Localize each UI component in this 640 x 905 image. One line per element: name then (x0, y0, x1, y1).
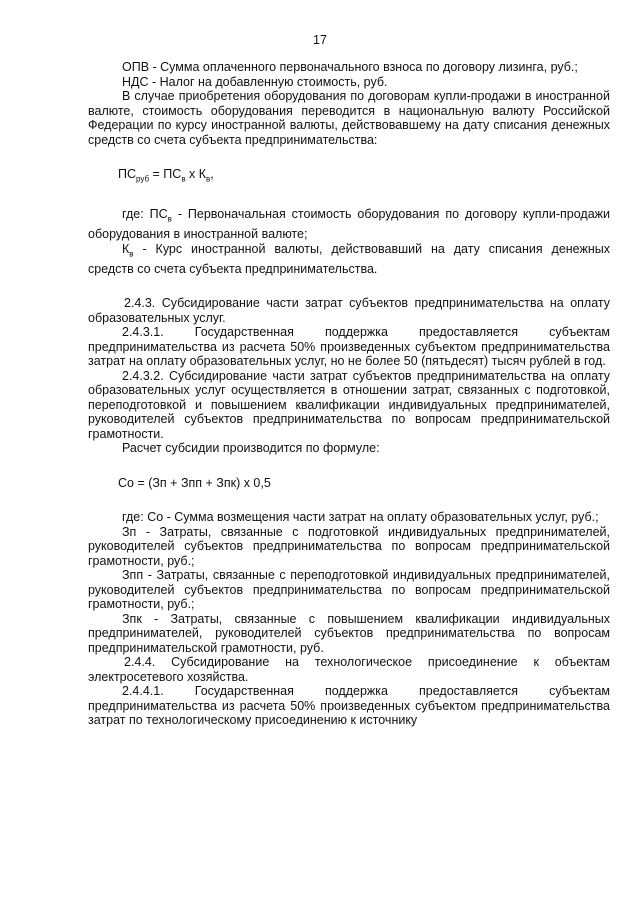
paragraph-nds: НДС - Налог на добавленную стоимость, руб. (122, 74, 388, 89)
paragraph-2-4-4-1: 2.4.4.1. Государственная поддержка предоставляется субъектам предпринимательства из расчета 50% произведенных субъектом предпринимательства затрат по технологическому присоединению к источнику (88, 684, 610, 727)
section-2-4-3: 2.4.3. Субсидирование части затрат субъектов предпринимательства на оплату образовательных услуг. (88, 296, 610, 325)
paragraph-zpp-definition: Зпп - Затраты, связанные с переподготовкой индивидуальных предпринимателей, руководителей субъектов предпринимательства по вопросам предпринимательской грамотности, руб.; (88, 568, 610, 611)
paragraph-foreign-currency: В случае приобретения оборудования по договорам купли-продажи в иностранной валюте, стоимость оборудования переводится в национальную валюту Российской Федерации по курсу иностранной валюты, действовавшему на дату списания денежных средств со счета субъекта предпринимательства: (88, 89, 610, 147)
paragraph-2-4-3-1: 2.4.3.1. Государственная поддержка предоставляется субъектам предпринимательства из расчета 50% произведенных субъектом предпринимательства затрат на оплату образовательных услуг, но не более 50 (пятьдесят) тысяч рублей в год. (88, 325, 610, 368)
paragraph-formula-intro: Расчет субсидии производится по формуле: (122, 441, 380, 455)
formula-co: Со = (Зп + Зпп + Зпк) х 0,5 (118, 475, 271, 490)
paragraph-co-definition: где: Со - Сумма возмещения части затрат на оплату образовательных услуг, руб.; (122, 510, 599, 524)
page-number: 17 (313, 33, 327, 47)
section-2-4-4: 2.4.4. Субсидирование на технологическое присоединение к объектам электросетевого хозяйства. (88, 655, 610, 684)
paragraph-opv: ОПВ - Сумма оплаченного первоначального взноса по договору лизинга, руб.; (122, 60, 578, 74)
paragraph-ps-definition: где: $ПС_в$ - Первоначальная стоимость оборудования по договору купли-продажи оборудования в иностранной валюте; (88, 207, 610, 241)
paragraph-kv-definition: $К_в$ - Курс иностранной валюты, действовавший на дату списания денежных средств со счета субъекта предпринимательства. (88, 241, 610, 276)
paragraph-zpk-definition: Зпк - Затраты, связанные с повышением квалификации индивидуальных предпринимателей, руководителей субъектов предпринимательства по вопросам предпринимательской грамотности, руб. (88, 611, 610, 655)
document-body (88, 60, 610, 728)
paragraph-zp-definition: Зп - Затраты, связанные с подготовкой индивидуальных предпринимателей, руководителей субъектов предпринимательства по вопросам предпринимательской грамотности, руб.; (88, 524, 610, 568)
paragraph-2-4-3-2: 2.4.3.2. Субсидирование части затрат субъектов предпринимательства на оплату образовательных услуг осуществляется в отношении затрат, связанных с подготовкой, переподготовкой и повышением квалификации индивидуальных предпринимателей, руководителей субъектов предпринимательства по вопросам предпринимательской грамотности. (88, 368, 610, 441)
formula-ps-rub: $ПС_{руб} = ПС_в$ х $К_в$, (118, 167, 214, 184)
